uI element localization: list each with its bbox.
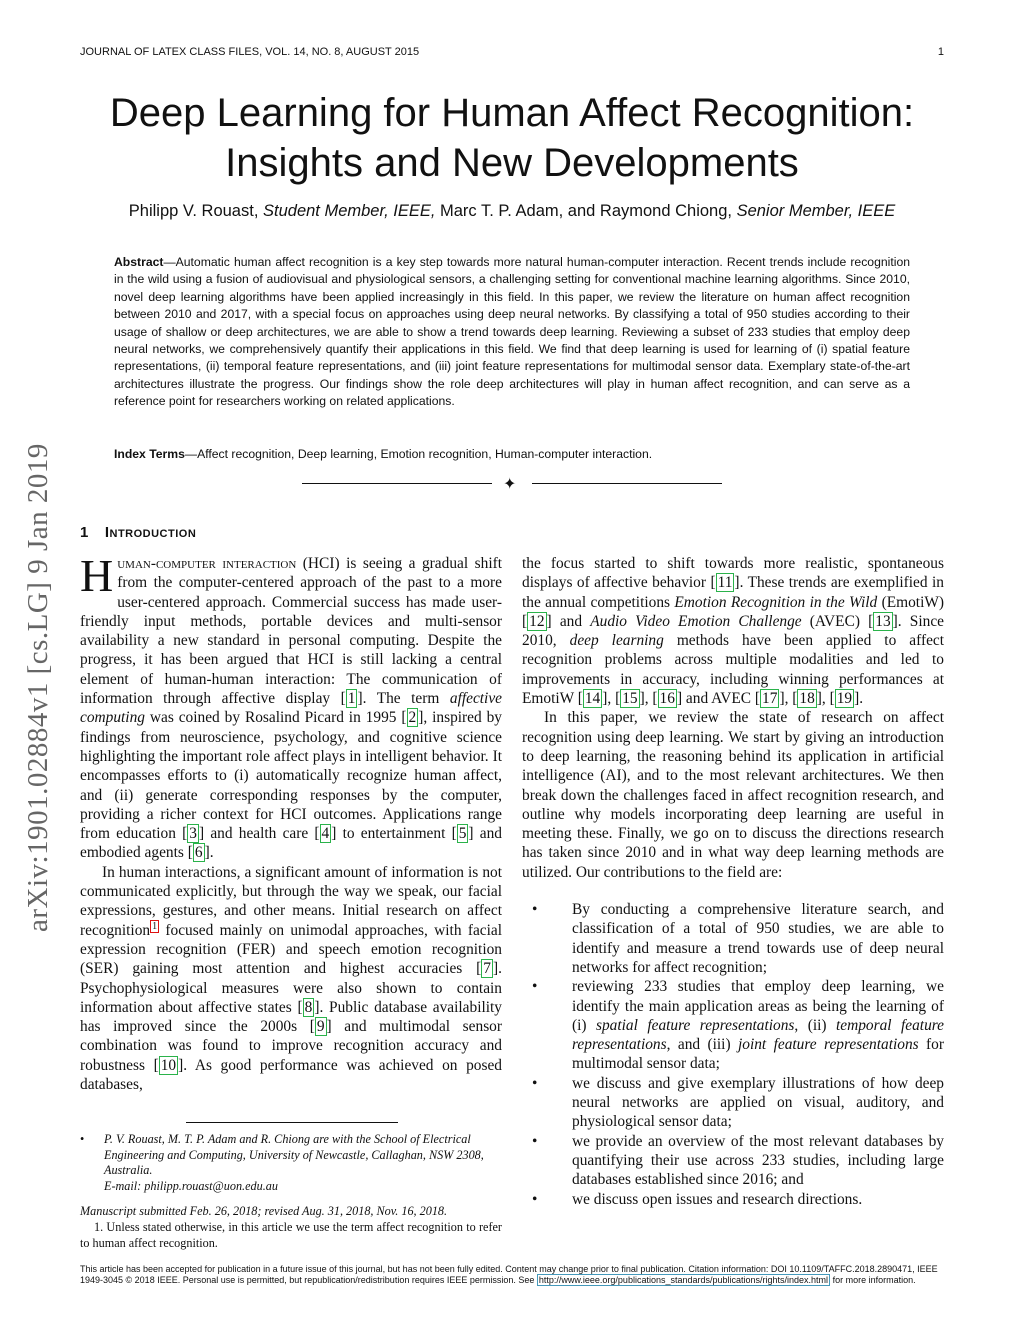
citation-link[interactable]: 1	[347, 690, 356, 708]
citation-link[interactable]: 12	[529, 612, 545, 630]
citation-link[interactable]: 10	[160, 1056, 177, 1074]
left-column	[80, 550, 502, 1094]
intro-paragraph-1: Human-computer interaction (HCI) is seeing a gradual shift from the computer-centered approach of the past to a more user-centered approach. Commercial success has made user-friendly input methods, portable devices and multi-sensor availability a new standard in personal computing. Despite the progress, it has been argued that HCI is still lacking a central element of human-human interaction: The communication of information through affective display [ 1 ]. The term affective computing was coined by Rosalind Picard in 1995 [ 2 ], inspired by findings from neuroscience, psychology, and cognitive science highlighting the important role affect plays in intelligent behavior. It encompasses efforts to (i) automatically recognize human affect, and (ii) generate corresponding responses by the computer, providing a richer context for HCI outcomes. Applications range from education [ 3 ] and health care [ 4 ] to entertainment [ 5 ] and embodied agents [ 6 ].	[80, 550, 502, 862]
separator-diamond-icon: ✦	[503, 476, 517, 493]
list-item: • we provide an overview of the most relevant databases by quantifying their use across 233 studies, including large databases established since 2016; and	[532, 1132, 944, 1189]
author-1-role: Student Member, IEEE,	[263, 202, 436, 220]
bullet-icon: •	[532, 1132, 538, 1150]
list-item: • we discuss and give exemplary illustrations of how deep neural networks are applied on visual, auditory, and physiological sensor data;	[532, 1074, 944, 1131]
bullet-icon: •	[532, 901, 538, 919]
section-heading	[80, 524, 196, 541]
arxiv-stamp: arXiv:1901.02884v1 [cs.LG] 9 Jan 2019	[22, 443, 54, 932]
intro-paragraph-2: In human interactions, a significant amount of information is not communicated explicitly, but through the way we speak, our facial expressions, gestures, and other means. Initial research on affect recognition $^1$ focused mainly on unimodal approaches, with facial expression recognition (FER) and speech emotion recognition (SER) gaining most attention and highest accuracies [ 7 ]. Psychophysiological measures were also shown to contain information about affective states [ 8 ]. Public database availability has improved since the 2000s [ 9 ] and multimodal sensor combination was found to improve recognition accuracy and robustness [ 10 ]. As good performance was achieved on posed databases,	[80, 863, 502, 1094]
page-number: 1	[937, 46, 944, 58]
notice-line-2: 1949-3045 © 2018 IEEE. Personal use is permitted, but republication/redistribution requires IEEE permission. See http://www.ieee.org/publications_standards/publications/rights/index.html for more information.	[80, 1275, 916, 1285]
manuscript-dates: Manuscript submitted Feb. 26, 2018; revised Aug. 31, 2018, Nov. 16, 2018.	[80, 1204, 448, 1219]
footnotes	[80, 1132, 502, 1251]
abstract-label: Abstract	[114, 255, 164, 269]
paper-title	[60, 88, 964, 188]
bullet-icon: •	[532, 1190, 538, 1208]
drop-cap: H	[80, 550, 114, 601]
citation-link[interactable]: 13	[875, 612, 891, 630]
list-item: • we discuss open issues and research directions.	[532, 1190, 863, 1208]
author-email: E-mail: philipp.rouast@uon.edu.au	[104, 1178, 278, 1193]
section-number: 1	[80, 524, 89, 541]
bullet-icon: •	[532, 978, 538, 996]
intro-paragraph-3: the focus started to shift towards more realistic, spontaneous displays of affective behavior [ 11 ]. These trends are exemplified in the annual competitions Emotion Recognition in the Wild (EmotiW) [ 12 ] and Audio Video Emotion Challenge (AVEC) [ 13 ]. Since 2010, deep learning methods have been applied to affect recognition problems across multiple modalities and led to improvements in accuracy, including winning performances at EmotiW [ 14 ], [ 15 ], [ 16 ] and AVEC [ 17 ], [ 18 ], [ 19 ].	[522, 555, 945, 708]
copyright-notice	[80, 1264, 944, 1286]
intro-paragraph-4: In this paper, we review the state of research on affect recognition using deep learning. We start by giving an introduction to deep learning, the reasoning behind its application in artificial intelligence (AI), and to the most relevant architectures. We then break down the challenges faced in affect recognition research, and outline why models incorporating deep learning are useful in meeting these. Finally, we go on to discuss the directions research has taken since 2010 and in what way deep learning methods are utilized. Our contributions to the field are:	[522, 709, 944, 881]
citation-link[interactable]: 4	[321, 825, 330, 843]
citation-link[interactable]: 15	[622, 690, 638, 708]
author-3-role: Senior Member, IEEE	[736, 202, 896, 220]
author-affiliation: • P. V. Rouast, M. T. P. Adam and R. Chiong are with the School of Electrical Engineering and Computing, University of Newcastle, Callaghan, NSW 2308, Australia. E-mail: philipp.rouast@uon.edu.au	[80, 1132, 484, 1193]
journal-name: JOURNAL OF LATEX CLASS FILES, VOL. 14, NO. 8, AUGUST 2015	[80, 46, 420, 58]
footnote-1: 1. Unless stated otherwise, in this article we use the term affect recognition to refer to human affect recognition.	[80, 1219, 502, 1250]
contributions-list	[522, 900, 944, 1209]
notice-line-1: This article has been accepted for publication in a future issue of this journal, but has not been fully edited. Content may change prior to final publication. Citation information: DOI 10.1109/TAFFC.2018.2890471, IEEE	[80, 1264, 938, 1274]
index-terms-text: —Affect recognition, Deep learning, Emotion recognition, Human-computer interaction.	[184, 447, 653, 461]
right-column	[522, 554, 944, 1209]
footnote-divider	[186, 1122, 398, 1123]
citation-link[interactable]: 18	[799, 690, 815, 708]
abstract-text: —Automatic human affect recognition is a key step towards more natural human-computer interaction. Recent trends include recognition in the wild using a fusion of audiovisual and physiological sensors, a challenging setting for conventional machine learning algorithms. Since 2010, novel deep learning algorithms have been applied increasingly in this field. In this paper, we review the literature on human affect recognition between 2010 and 2017, with a special focus on approaches using deep neural networks. By classifying a total of 950 studies according to their usage of shallow or deep architectures, we are able to show a trend towards deep learning. Reviewing a subset of 233 studies that employ deep neural networks, we comprehensively quantify their applications in this field. We find that deep learning is used for learning of (i) spatial feature representations, (ii) temporal feature representations, and (iii) joint feature representations for multimodal sensor data. Exemplary state-of-the-art architectures illustrate the progress. Our findings show the role deep architectures will play in human affect recognition, and can serve as a reference point for researchers working on related applications.	[114, 255, 910, 409]
citation-link[interactable]: 8	[304, 998, 313, 1016]
author-2-3: Marc T. P. Adam, and Raymond Chiong,	[435, 202, 737, 220]
list-item: • reviewing 233 studies that employ deep learning, we identify the main application areas as being the learning of (i) spatial feature representations, (ii) temporal feature representations, and (iii) joint feature representations for multimodal sensor data;	[532, 978, 945, 1073]
index-terms-label: Index Terms	[114, 447, 185, 461]
separator-line-right	[532, 483, 722, 484]
citation-link[interactable]: 3	[189, 825, 197, 843]
abstract	[114, 254, 910, 411]
citation-link[interactable]: 11	[717, 574, 733, 592]
citation-link[interactable]: 19	[836, 690, 853, 708]
citation-link[interactable]: 5	[458, 825, 467, 843]
footnote-link[interactable]: 1	[152, 920, 158, 932]
section-separator	[302, 474, 722, 494]
author-1: Philipp V. Rouast,	[128, 202, 263, 220]
index-terms	[114, 447, 910, 461]
bullet-icon: •	[532, 1074, 538, 1092]
citation-link[interactable]: 6	[194, 844, 203, 862]
title-line-2: Insights and New Developments	[225, 141, 799, 185]
bullet-icon: •	[80, 1132, 85, 1146]
rights-link[interactable]: http://www.ieee.org/publications_standards/publications/rights/index.html	[538, 1275, 829, 1285]
citation-link[interactable]: 7	[483, 960, 491, 978]
list-item: • By conducting a comprehensive literature search, and classification of a total of 950 studies, we are able to identify and measure a trend towards use of deep neural networks for affect recognition;	[532, 901, 944, 976]
citation-link[interactable]: 17	[762, 690, 778, 708]
author-list	[60, 202, 964, 221]
running-header	[80, 46, 944, 58]
section-title: Introduction	[104, 524, 197, 541]
citation-link[interactable]: 9	[316, 1018, 325, 1036]
title-line-1: Deep Learning for Human Affect Recognition:	[109, 91, 915, 135]
citation-link[interactable]: 2	[408, 709, 417, 727]
citation-link[interactable]: 16	[659, 690, 675, 708]
citation-link[interactable]: 14	[584, 690, 601, 708]
separator-line-left	[302, 483, 492, 484]
